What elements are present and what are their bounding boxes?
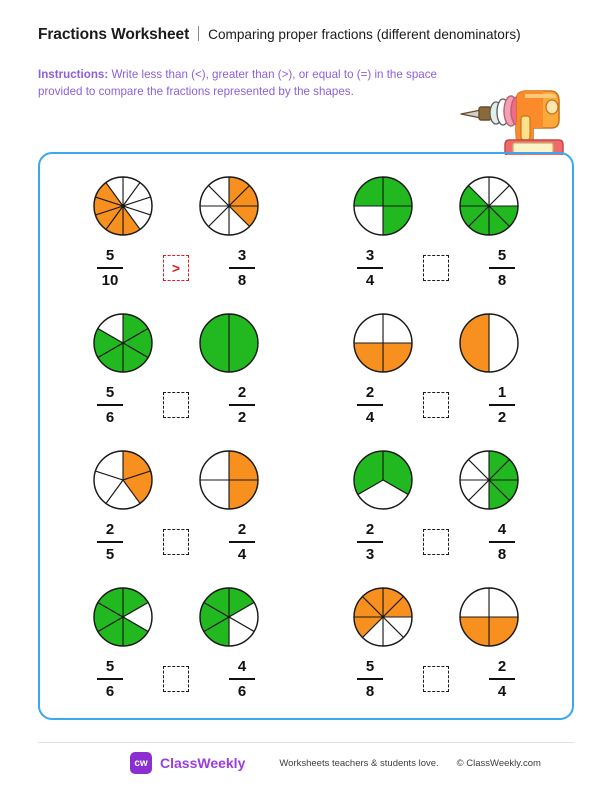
answer-box[interactable] — [423, 255, 449, 281]
fraction-left — [339, 248, 401, 288]
instructions-text: Write less than (<), greater than (>), or equal to (=) in the space provided to compare the fractions represented by the shapes. — [38, 68, 437, 98]
fraction-bar — [489, 404, 515, 406]
fraction-bar — [229, 267, 255, 269]
fraction-bar — [357, 678, 383, 680]
classweekly-logo-icon: cw — [130, 752, 152, 774]
fraction-bar — [357, 404, 383, 406]
fractions-row — [79, 659, 273, 699]
pie-chart-right — [458, 175, 520, 237]
fraction-bar — [357, 267, 383, 269]
fraction-left — [79, 248, 141, 288]
pie-chart-right — [198, 586, 260, 648]
answer-box[interactable] — [163, 666, 189, 692]
fraction-numerator: 5 — [497, 247, 507, 265]
fraction-right — [211, 385, 273, 425]
pie-chart-left — [352, 312, 414, 374]
problem-grid — [40, 154, 572, 718]
fraction-bar — [489, 541, 515, 543]
title-divider — [198, 26, 199, 41]
fraction-problem-8 — [306, 573, 566, 710]
shapes-row — [352, 447, 520, 513]
fraction-bar — [489, 267, 515, 269]
fraction-denominator: 5 — [105, 545, 115, 563]
fraction-numerator: 2 — [237, 384, 247, 402]
fraction-bar — [97, 541, 123, 543]
fraction-bar — [489, 678, 515, 680]
fraction-problem-4 — [306, 299, 566, 436]
instructions-block — [38, 66, 438, 100]
fraction-numerator: 2 — [105, 521, 115, 539]
fraction-left — [79, 522, 141, 562]
fraction-numerator: 5 — [105, 247, 115, 265]
shapes-row — [92, 447, 260, 513]
fraction-problem-2 — [306, 162, 566, 299]
answer-box[interactable] — [423, 392, 449, 418]
fraction-denominator: 6 — [105, 408, 115, 426]
pie-chart-left — [352, 449, 414, 511]
pie-chart-right — [198, 449, 260, 511]
fraction-right — [471, 522, 533, 562]
fractions-row — [79, 248, 273, 288]
instructions-label: Instructions: — [38, 68, 109, 81]
fraction-right — [471, 659, 533, 699]
shapes-row — [92, 310, 260, 376]
answer-box[interactable] — [163, 529, 189, 555]
fraction-denominator: 8 — [365, 682, 375, 700]
footer-divider — [38, 742, 574, 743]
fraction-right — [211, 659, 273, 699]
footer-copyright: © ClassWeekly.com — [456, 757, 541, 769]
fraction-numerator: 2 — [365, 384, 375, 402]
answer-box[interactable] — [423, 529, 449, 555]
fractions-row — [339, 385, 533, 425]
fractions-row — [79, 385, 273, 425]
pie-chart-right — [198, 312, 260, 374]
fraction-right — [471, 385, 533, 425]
answer-box[interactable]: > — [163, 255, 189, 281]
fraction-bar — [97, 678, 123, 680]
fraction-denominator: 2 — [497, 408, 507, 426]
fraction-denominator: 6 — [105, 682, 115, 700]
fraction-left — [339, 522, 401, 562]
fraction-problem-1 — [46, 162, 306, 299]
fraction-bar — [97, 267, 123, 269]
page-header — [38, 24, 578, 44]
fraction-denominator: 10 — [101, 271, 119, 289]
fraction-denominator: 4 — [497, 682, 507, 700]
fractions-row — [339, 522, 533, 562]
footer — [130, 752, 541, 774]
fraction-problem-6 — [306, 436, 566, 573]
pie-chart-left — [352, 175, 414, 237]
fraction-bar — [357, 541, 383, 543]
fraction-bar — [229, 541, 255, 543]
fraction-right — [211, 248, 273, 288]
fraction-bar — [229, 404, 255, 406]
fraction-numerator: 5 — [105, 384, 115, 402]
fraction-numerator: 4 — [497, 521, 507, 539]
pie-chart-left — [92, 449, 154, 511]
pie-chart-right — [458, 449, 520, 511]
shapes-row — [352, 584, 520, 650]
fraction-left — [339, 659, 401, 699]
fractions-row — [339, 248, 533, 288]
fraction-numerator: 2 — [497, 658, 507, 676]
fraction-numerator: 2 — [237, 521, 247, 539]
fraction-denominator: 6 — [237, 682, 247, 700]
fraction-right — [211, 522, 273, 562]
fraction-denominator: 2 — [237, 408, 247, 426]
footer-tagline: Worksheets teachers & students love. — [279, 757, 439, 769]
fraction-left — [79, 659, 141, 699]
brand-name: ClassWeekly — [160, 755, 246, 771]
fractions-row — [79, 522, 273, 562]
fraction-numerator: 2 — [365, 521, 375, 539]
page-title: Fractions Worksheet — [38, 26, 190, 43]
fraction-numerator: 5 — [365, 658, 375, 676]
fraction-denominator: 8 — [497, 271, 507, 289]
fraction-numerator: 3 — [237, 247, 247, 265]
pie-chart-left — [92, 586, 154, 648]
pie-chart-right — [458, 586, 520, 648]
fraction-numerator: 5 — [105, 658, 115, 676]
shapes-row — [92, 173, 260, 239]
worksheet-panel — [38, 152, 574, 720]
fraction-problem-5 — [46, 436, 306, 573]
shapes-row — [92, 584, 260, 650]
fractions-row — [339, 659, 533, 699]
fraction-problem-3 — [46, 299, 306, 436]
fraction-denominator: 4 — [365, 408, 375, 426]
shapes-row — [352, 173, 520, 239]
pie-chart-left — [352, 586, 414, 648]
fraction-problem-7 — [46, 573, 306, 710]
fraction-bar — [97, 404, 123, 406]
fraction-denominator: 3 — [365, 545, 375, 563]
fraction-numerator: 3 — [365, 247, 375, 265]
pie-chart-right — [198, 175, 260, 237]
fraction-denominator: 4 — [237, 545, 247, 563]
pie-chart-right — [458, 312, 520, 374]
fraction-denominator: 8 — [237, 271, 247, 289]
pie-chart-left — [92, 175, 154, 237]
page-subtitle: Comparing proper fractions (different denominators) — [208, 27, 521, 42]
fraction-denominator: 4 — [365, 271, 375, 289]
shapes-row — [352, 310, 520, 376]
fraction-bar — [229, 678, 255, 680]
fraction-numerator: 4 — [237, 658, 247, 676]
fraction-right — [471, 248, 533, 288]
fraction-denominator: 8 — [497, 545, 507, 563]
answer-box[interactable] — [423, 666, 449, 692]
pie-chart-left — [92, 312, 154, 374]
fraction-numerator: 1 — [497, 384, 507, 402]
fraction-left — [79, 385, 141, 425]
answer-box[interactable] — [163, 392, 189, 418]
power-drill-icon — [455, 70, 570, 155]
fraction-left — [339, 385, 401, 425]
